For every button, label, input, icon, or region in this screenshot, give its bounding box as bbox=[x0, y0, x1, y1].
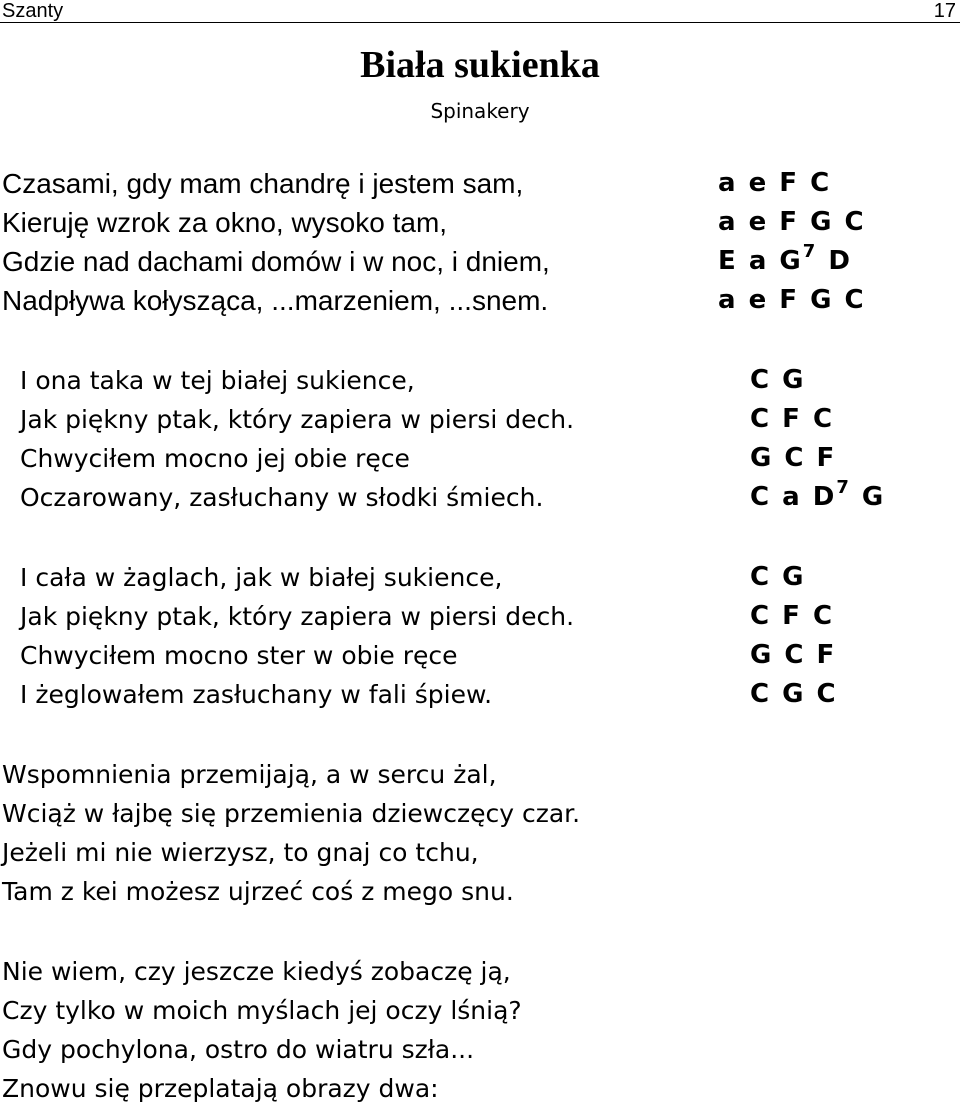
chord-superscript: 7 bbox=[836, 477, 851, 498]
song-line bbox=[0, 439, 960, 478]
chord-text: G C F bbox=[750, 640, 837, 670]
song-line bbox=[0, 636, 960, 675]
song-line bbox=[0, 597, 960, 636]
lyric-text: Wciąż w łajbę się przemienia dziewczęcy czar. bbox=[2, 799, 581, 828]
chord-tail: G bbox=[850, 482, 886, 512]
stanza-4 bbox=[0, 755, 960, 911]
lyric-text: Kieruję wzrok za okno, wysoko tam, bbox=[2, 207, 448, 238]
song-line bbox=[0, 1069, 960, 1108]
song-line bbox=[0, 1030, 960, 1069]
chord-text: E a G bbox=[718, 246, 803, 276]
lyric-text: I cała w żaglach, jak w białej sukience, bbox=[20, 563, 503, 592]
song-line bbox=[0, 164, 960, 203]
lyric-text: Oczarowany, zasłuchany w słodki śmiech. bbox=[20, 483, 544, 512]
page-header bbox=[0, 0, 960, 23]
song-line bbox=[0, 833, 960, 872]
chord-text: a e F C bbox=[718, 168, 832, 198]
song-line bbox=[0, 242, 960, 281]
lyric-text: Jeżeli mi nie wierzysz, to gnaj co tchu, bbox=[2, 838, 479, 867]
lyric-text: Czasami, gdy mam chandrę i jestem sam, bbox=[2, 168, 524, 199]
song-line bbox=[0, 400, 960, 439]
chord-text: C a D bbox=[750, 482, 837, 512]
song-line bbox=[0, 872, 960, 911]
chord-text: C G C bbox=[750, 679, 838, 709]
lyric-text: Nie wiem, czy jeszcze kiedyś zobaczę ją, bbox=[2, 957, 511, 986]
chord-group bbox=[718, 242, 852, 281]
chord-group bbox=[750, 478, 885, 517]
song-line bbox=[0, 478, 960, 517]
song-line bbox=[0, 794, 960, 833]
song-line bbox=[0, 991, 960, 1030]
chord-text: C G bbox=[750, 562, 806, 592]
stanza-2 bbox=[0, 361, 960, 517]
song-line bbox=[0, 558, 960, 597]
chord-text: G C F bbox=[750, 443, 837, 473]
chord-text: C F C bbox=[750, 404, 835, 434]
chord-text: a e F G C bbox=[718, 207, 866, 237]
chord-superscript: 7 bbox=[802, 241, 818, 262]
stanza-5 bbox=[0, 952, 960, 1108]
stanza-1 bbox=[0, 164, 960, 320]
lyric-text: Jak piękny ptak, który zapiera w piersi dech. bbox=[20, 405, 575, 434]
chord-text: C G bbox=[750, 365, 806, 395]
song-title: Biała sukienka bbox=[360, 44, 600, 86]
lyric-text: I żeglowałem zasłuchany w fali śpiew. bbox=[20, 680, 493, 709]
lyric-text: Chwyciłem mocno ster w obie ręce bbox=[20, 641, 458, 670]
stanza-3 bbox=[0, 558, 960, 714]
chord-tail: D bbox=[817, 246, 852, 276]
lyric-text: Gdzie nad dachami domów i w noc, i dniem, bbox=[2, 246, 550, 277]
lyric-text: Gdy pochylona, ostro do wiatru szła... bbox=[2, 1035, 475, 1064]
chord-text: C F C bbox=[750, 601, 835, 631]
lyric-text: Znowu się przeplatają obrazy dwa: bbox=[2, 1074, 439, 1103]
chord-text: a e F G C bbox=[718, 285, 866, 315]
lyric-text: Chwyciłem mocno jej obie ręce bbox=[20, 444, 410, 473]
lyric-text: Tam z kei możesz ujrzeć coś z mego snu. bbox=[2, 877, 514, 906]
song-line bbox=[0, 755, 960, 794]
page-number: 17 bbox=[933, 0, 956, 22]
song-line bbox=[0, 675, 960, 714]
song-line bbox=[0, 361, 960, 400]
lyric-text: I ona taka w tej białej sukience, bbox=[20, 366, 415, 395]
song-line bbox=[0, 952, 960, 991]
lyric-text: Jak piękny ptak, który zapiera w piersi dech. bbox=[20, 602, 575, 631]
song-artist: Spinakery bbox=[430, 99, 530, 123]
lyric-text: Nadpływa kołysząca, ...marzeniem, ...snem. bbox=[2, 285, 549, 316]
section-name: Szanty bbox=[2, 0, 64, 22]
lyric-text: Czy tylko w moich myślach jej oczy lśnią? bbox=[2, 996, 522, 1025]
song-line bbox=[0, 281, 960, 320]
song-line bbox=[0, 203, 960, 242]
lyric-text: Wspomnienia przemijają, a w sercu żal, bbox=[2, 760, 497, 789]
